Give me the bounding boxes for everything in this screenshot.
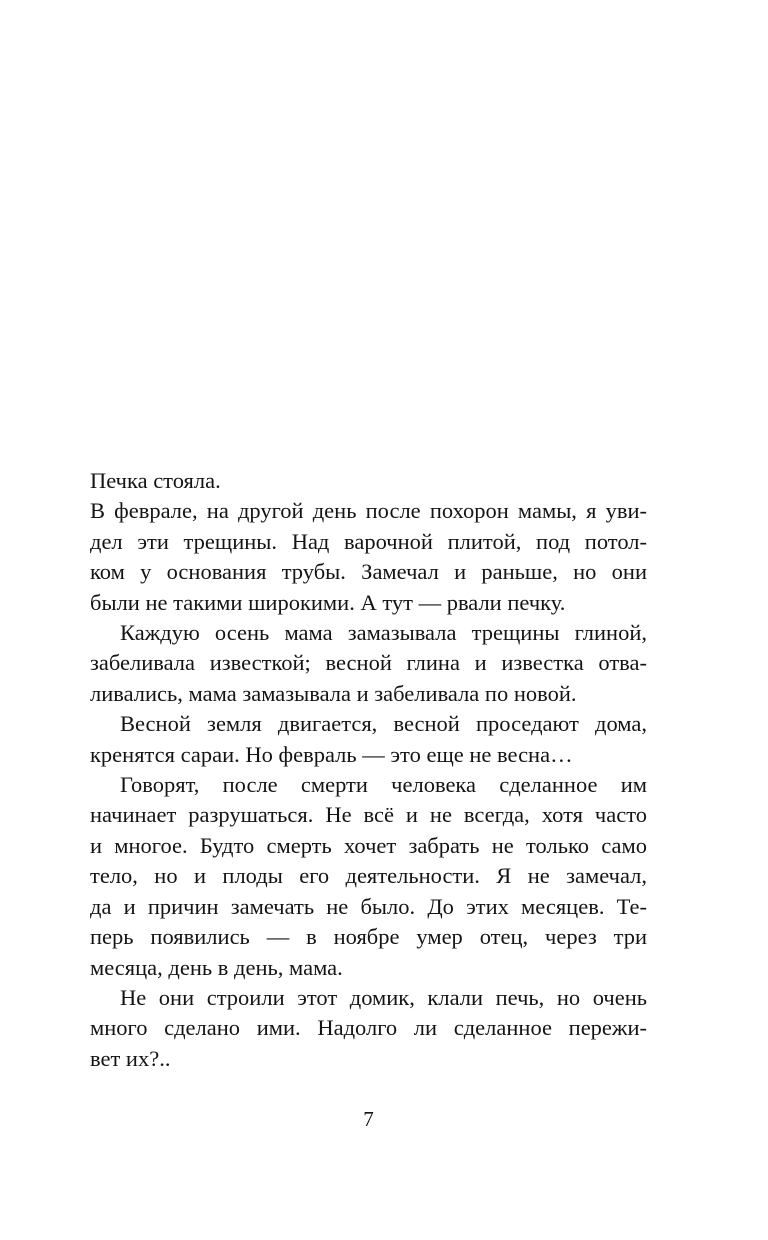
text-line: ком у основания трубы. Замечал и раньше, но они bbox=[90, 559, 647, 585]
text-line: да и причин замечать не было. До этих месяцев. Те- bbox=[90, 893, 647, 919]
text-line: В феврале, на другой день после похорон мамы, я уви- bbox=[90, 498, 647, 524]
text-line: Печка стояла. bbox=[90, 468, 221, 493]
text-line: тело, но и плоды его деятельности. Я не замечал, bbox=[90, 863, 647, 889]
text-block bbox=[90, 466, 647, 1074]
page-number: 7 bbox=[363, 1107, 374, 1131]
text-line: Каждую осень мама замазывала трещины глиной, bbox=[120, 620, 647, 646]
text-line: были не такими широкими. А тут — рвали печку. bbox=[90, 589, 566, 615]
text-line: дел эти трещины. Над варочной плитой, под потол- bbox=[90, 528, 647, 554]
text-line: начинает разрушаться. Не всё и не всегда, хотя часто bbox=[90, 802, 647, 828]
text-line: ливались, мама замазывала и забеливала по новой. bbox=[90, 680, 577, 706]
text-line: перь появились — в ноябре умер отец, через три bbox=[90, 924, 647, 950]
text-line: вет их?.. bbox=[90, 1045, 171, 1071]
text-line: и многое. Будто смерть хочет забрать не только само bbox=[90, 832, 647, 858]
text-line: Не они строили этот домик, клали печь, но очень bbox=[120, 984, 647, 1010]
text-line: кренятся сараи. Но февраль — это еще не весна… bbox=[90, 741, 573, 767]
text-line: месяца, день в день, мама. bbox=[90, 954, 343, 980]
text-line: много сделано ими. Надолго ли сделанное пережи- bbox=[90, 1015, 647, 1041]
text-line: Говорят, после смерти человека сделанное им bbox=[120, 772, 647, 798]
text-line: Весной земля двигается, весной проседают дома, bbox=[120, 711, 647, 737]
text-line: забеливала известкой; весной глина и известка отва- bbox=[90, 650, 647, 676]
